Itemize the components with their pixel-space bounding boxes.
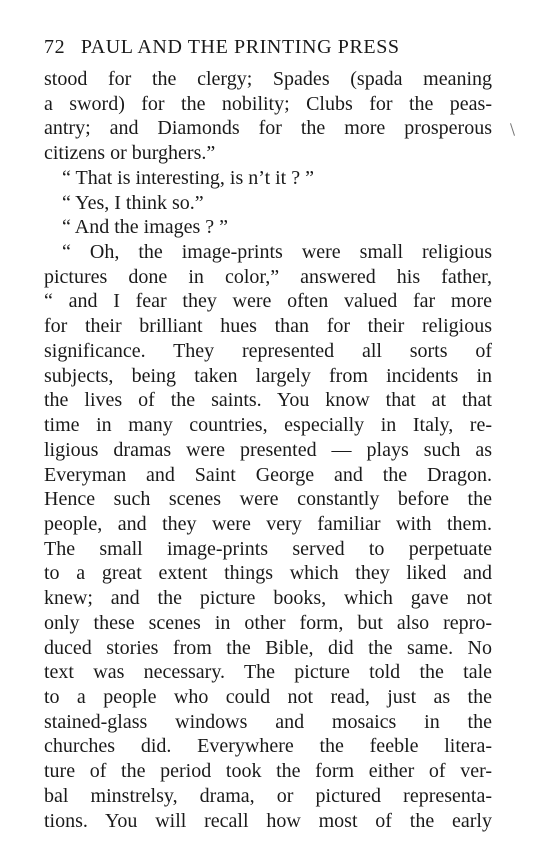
text-line: tions. You will recall how most of the early <box>44 809 492 832</box>
running-title: PAUL AND THE PRINTING PRESS <box>80 36 400 58</box>
text-line: “ Oh, the image-prints were small religious <box>62 241 492 264</box>
text-line: antry; and Diamonds for the more prosperous <box>44 117 492 140</box>
text-line: “ That is interesting, is n’t it ? ” <box>62 166 314 189</box>
text-line: subjects, being taken largely from incidents in <box>44 364 492 387</box>
text-line: bal minstrelsy, drama, or pictured representa- <box>44 784 492 807</box>
text-line: time in many countries, especially in Italy, re- <box>44 414 492 437</box>
text-line: The small image-prints served to perpetuate <box>44 537 492 560</box>
text-line: stood for the clergy; Spades (spada meaning <box>44 68 492 90</box>
text-line: for their brilliant hues than for their religious <box>44 315 492 338</box>
text-line: “ and I fear they were often valued far more <box>44 290 492 313</box>
text-line: text was necessary. The picture told the tale <box>44 661 492 684</box>
text-line: to a people who could not read, just as the <box>44 685 492 708</box>
text-line: ligious dramas were presented — plays such as <box>44 438 492 461</box>
text-line: “ And the images ? ” <box>62 216 229 239</box>
text-line: knew; and the picture books, which gave not <box>44 587 492 610</box>
text-line: citizens or burghers.” <box>44 142 216 165</box>
text-line: only these scenes in other form, but also repro- <box>44 611 492 634</box>
text-line: Hence such scenes were constantly before the <box>44 488 492 511</box>
text-line: duced stories from the Bible, did the same. No <box>44 636 492 659</box>
text-line: to a great extent things which they liked and <box>44 562 492 585</box>
text-line: a sword) for the nobility; Clubs for the peas- <box>44 92 492 115</box>
text-line: stained-glass windows and mosaics in the <box>44 710 492 733</box>
body-text <box>44 67 492 833</box>
running-head <box>44 34 494 60</box>
text-line: pictures done in color,” answered his father, <box>44 265 492 288</box>
text-line: churches did. Everywhere the feeble litera- <box>44 735 492 758</box>
text-line: Everyman and Saint George and the Dragon. <box>44 463 492 486</box>
text-line: “ Yes, I think so.” <box>62 191 204 214</box>
text-line: people, and they were very familiar with them. <box>44 512 492 535</box>
text-line: ture of the period took the form either of ver- <box>44 760 492 783</box>
text-line: the lives of the saints. You know that at that <box>44 389 492 412</box>
page-number: 72 <box>44 36 66 58</box>
margin-mark <box>510 123 515 136</box>
text-line: significance. They represented all sorts of <box>44 339 492 362</box>
